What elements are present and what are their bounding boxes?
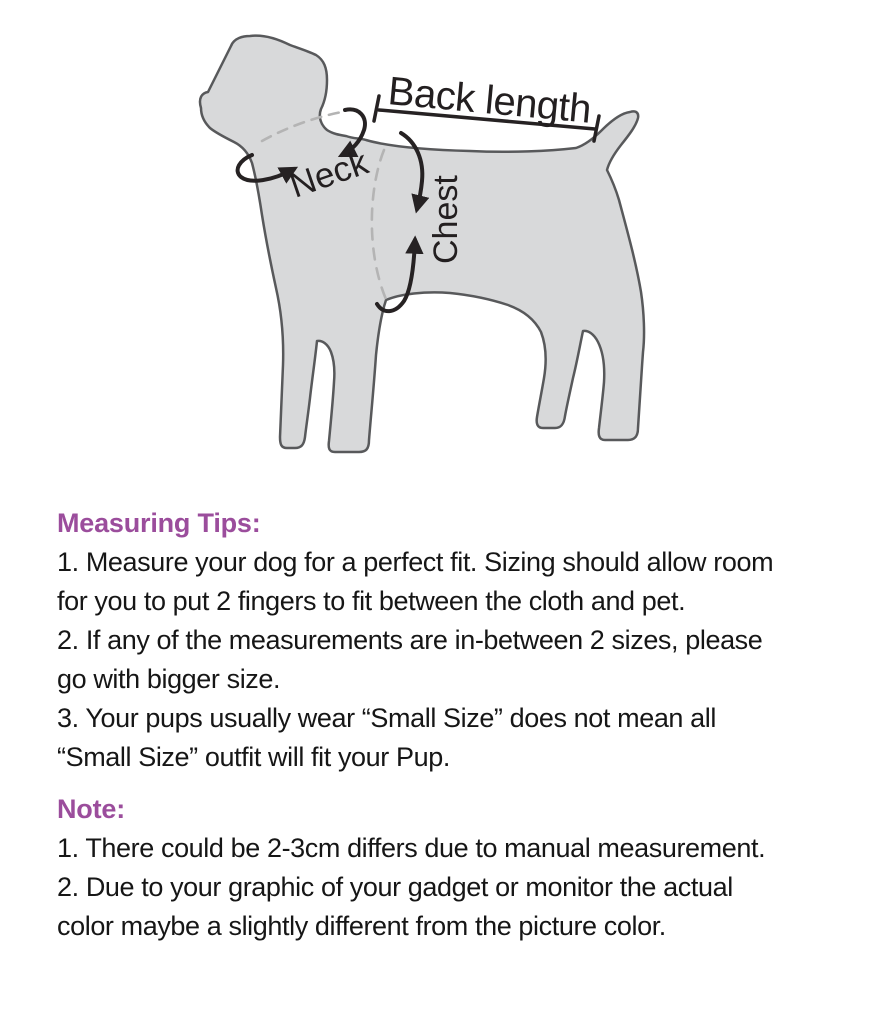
note-line: 2. Due to your graphic of your gadget or monitor the actual	[57, 872, 733, 902]
measuring-tip-line: for you to put 2 fingers to fit between the cloth and pet.	[57, 586, 686, 616]
instructions-text-column	[57, 504, 867, 946]
measuring-tip-line: 1. Measure your dog for a perfect fit. Sizing should allow room	[57, 547, 774, 577]
measuring-tip-line: 3. Your pups usually wear “Small Size” does not mean all	[57, 703, 716, 733]
neck-label: Neck	[284, 142, 374, 206]
dog-diagram-svg	[0, 0, 881, 500]
note-line: color maybe a slightly different from the picture color.	[57, 911, 666, 941]
measuring-tip-line: “Small Size” outfit will fit your Pup.	[57, 742, 450, 772]
measuring-tip-line: 2. If any of the measurements are in-between 2 sizes, please	[57, 625, 763, 655]
dog-measurement-diagram	[0, 0, 881, 500]
chest-label: Chest	[427, 175, 465, 264]
note-line: 1. There could be 2-3cm differs due to manual measurement.	[57, 833, 766, 863]
measuring-tip-line: go with bigger size.	[57, 664, 281, 694]
measuring-tips-heading: Measuring Tips:	[57, 508, 261, 538]
back-length-label: Back length	[386, 69, 593, 132]
note-heading: Note:	[57, 794, 125, 824]
